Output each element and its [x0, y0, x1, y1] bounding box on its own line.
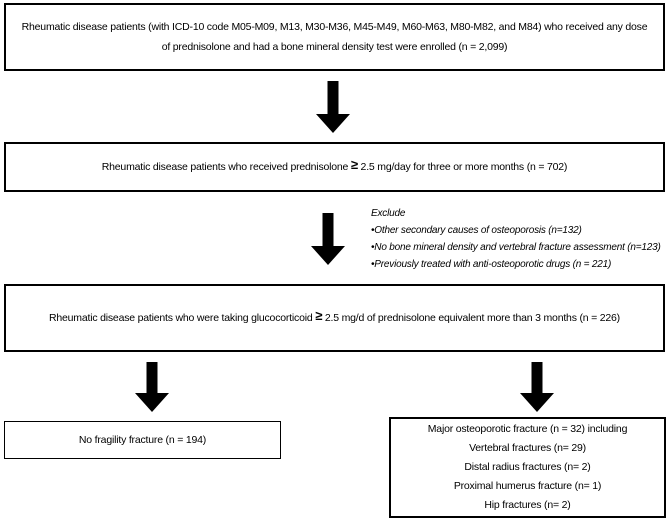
down-arrow-icon	[316, 81, 350, 133]
glucocorticoid-text	[49, 308, 620, 328]
exclude-item: •Other secondary causes of osteoporosis (n=132)	[371, 225, 582, 236]
exclude-item: •Previously treated with anti-osteoporotic drugs (n = 221)	[371, 259, 612, 270]
glucocorticoid-prefix: Rheumatic disease patients who were taking glucocorticoid	[49, 312, 316, 324]
prednisolone-dose-text	[102, 157, 567, 177]
enrolled-patients-text: Rheumatic disease patients (with ICD-10 code M05-M09, M13, M30-M36, M45-M49, M60-M63, M80-M82, and M84) who received any dose of prednisolone and had a bone mineral density test were enrolled (n = 2,099)	[21, 21, 648, 53]
prednisolone-dose-suffix: 2.5 mg/day for three or more months (n = 702)	[357, 161, 568, 173]
down-arrow-icon	[520, 362, 554, 412]
glucocorticoid-box	[4, 284, 665, 352]
greater-equal-symbol: ≥	[315, 308, 323, 323]
fracture-line: Vertebral fractures (n= 29)	[469, 442, 586, 454]
osteoporotic-fracture-box	[389, 417, 666, 518]
greater-equal-symbol: ≥	[350, 157, 358, 172]
fracture-line: Major osteoporotic fracture (n = 32) including	[427, 423, 628, 435]
fracture-line: Hip fractures (n= 2)	[484, 499, 571, 511]
down-arrow-icon	[311, 213, 345, 265]
no-fragility-fracture-box	[4, 421, 281, 459]
exclude-heading: Exclude	[371, 208, 406, 219]
glucocorticoid-suffix: 2.5 mg/d of prednisolone equivalent more than 3 months (n = 226)	[322, 312, 620, 324]
enrolled-patients-box	[4, 3, 665, 71]
down-arrow-icon	[135, 362, 169, 412]
exclude-note	[371, 205, 663, 273]
fracture-line: Proximal humerus fracture (n= 1)	[453, 480, 602, 492]
fracture-line: Distal radius fractures (n= 2)	[464, 461, 591, 473]
no-fragility-fracture-text: No fragility fracture (n = 194)	[78, 434, 207, 446]
prednisolone-dose-box	[4, 142, 665, 192]
prednisolone-dose-prefix: Rheumatic disease patients who received prednisolone	[101, 161, 351, 173]
exclude-item: •No bone mineral density and vertebral fracture assessment (n=123)	[371, 242, 661, 253]
